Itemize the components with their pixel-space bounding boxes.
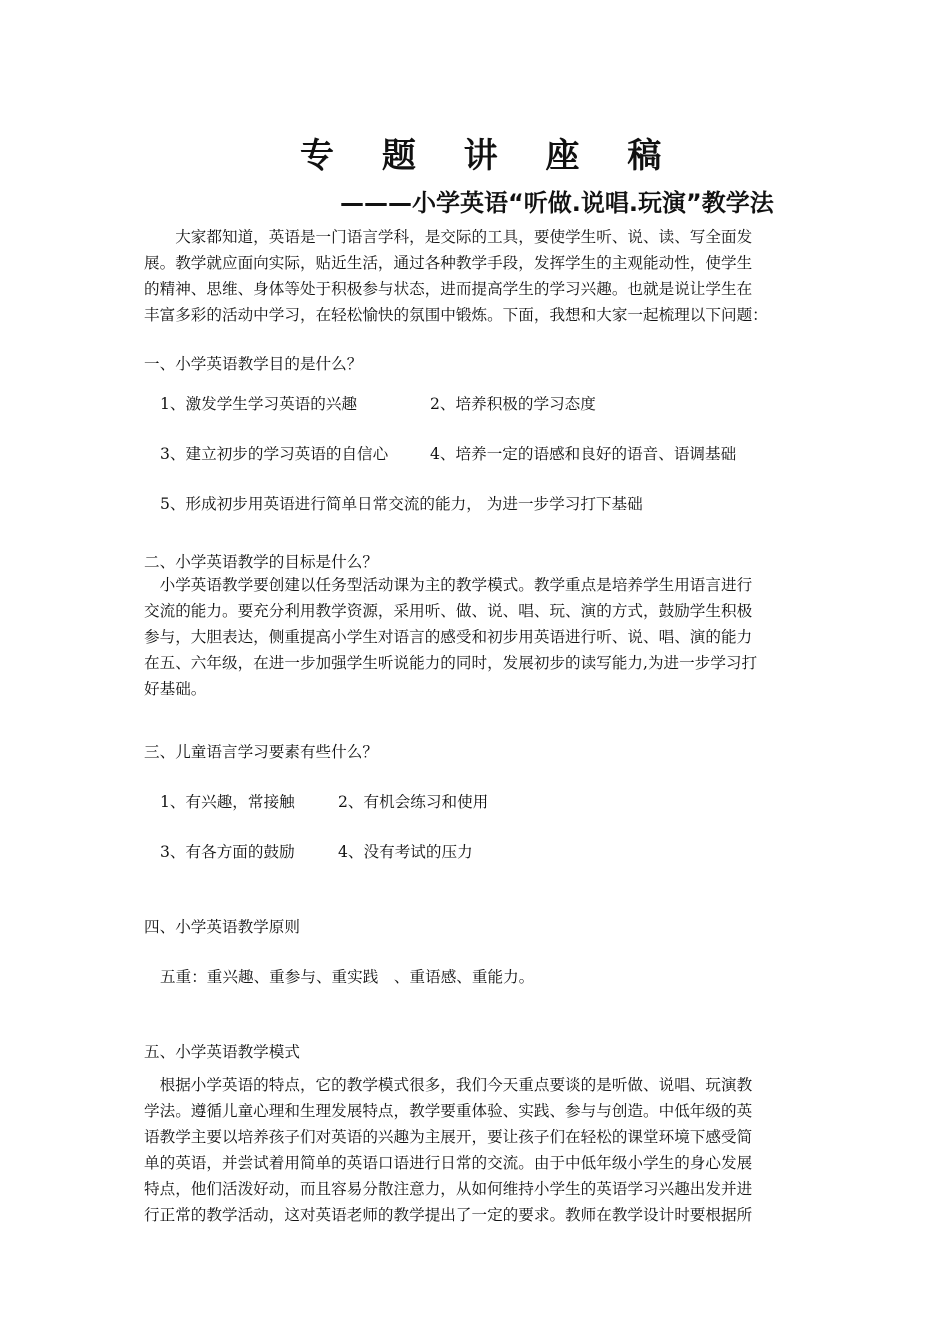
factor-item-3: 3、有各方面的鼓励 [160, 843, 295, 861]
factor-item-1: 1、有兴趣，常接触 [160, 793, 295, 811]
section5-line: 特点，他们活泼好动，而且容易分散注意力，从如何维持小学生的英语学习兴趣出发并进 [144, 1180, 753, 1198]
document-subtitle: ———小学英语“听做.说唱.玩演”教学法 [340, 189, 774, 217]
goal-item-4: 4、培养一定的语感和良好的语音、语调基础 [430, 445, 737, 463]
goal-item-1: 1、激发学生学习英语的兴趣 [160, 395, 358, 413]
principle-text: 五重：重兴趣、重参与、重实践 、重语感、重能力。 [160, 968, 535, 986]
section5-line: 学法。遵循儿童心理和生理发展特点，教学要重体验、实践、参与与创造。中低年级的英 [144, 1102, 753, 1120]
factor-item-2: 2、有机会练习和使用 [338, 793, 489, 811]
section-heading-3: 三、儿童语言学习要素有些什么？ [144, 743, 378, 761]
goal-item-2: 2、培养积极的学习态度 [430, 395, 596, 413]
section5-line: 根据小学英语的特点，它的教学模式很多，我们今天重点要谈的是听做、说唱、玩演教 [144, 1076, 753, 1094]
section2-line: 小学英语教学要创建以任务型活动课为主的教学模式。教学重点是培养学生用语言进行 [144, 576, 753, 594]
section-heading-5: 五、小学英语教学模式 [144, 1043, 300, 1061]
section2-line: 交流的能力。要充分利用教学资源，采用听、做、说、唱、玩、演的方式，鼓励学生积极 [144, 602, 753, 620]
intro-paragraph [144, 224, 806, 328]
section5-line: 语教学主要以培养孩子们对英语的兴趣为主展开，要让孩子们在轻松的课堂环境下感受简 [144, 1128, 753, 1146]
section5-paragraph [144, 1072, 806, 1228]
document-title: 专 题 讲 座 稿 [300, 136, 680, 176]
goal-item-5: 5、形成初步用英语进行简单日常交流的能力， 为进一步学习打下基础 [160, 495, 643, 513]
section-heading-4: 四、小学英语教学原则 [144, 918, 300, 936]
section-heading-1: 一、小学英语教学目的是什么？ [144, 355, 363, 373]
section-heading-2: 二、小学英语教学的目标是什么？ [144, 553, 378, 571]
section2-line: 好基础。 [144, 680, 207, 698]
intro-line: 丰富多彩的活动中学习，在轻松愉快的氛围中锻炼。下面，我想和大家一起梳理以下问题： [144, 306, 768, 324]
intro-line: 大家都知道，英语是一门语言学科，是交际的工具，要使学生听、说、读、写全面发 [144, 228, 753, 246]
section2-paragraph [144, 572, 806, 702]
section5-line: 单的英语，并尝试着用简单的英语口语进行日常的交流。由于中低年级小学生的身心发展 [144, 1154, 753, 1172]
section5-line: 行正常的教学活动，这对英语老师的教学提出了一定的要求。教师在教学设计时要根据所 [144, 1206, 753, 1224]
intro-line: 的精神、思维、身体等处于积极参与状态，进而提高学生的学习兴趣。也就是说让学生在 [144, 280, 753, 298]
intro-line: 展。教学就应面向实际，贴近生活，通过各种教学手段，发挥学生的主观能动性，使学生 [144, 254, 753, 272]
section2-line: 参与，大胆表达，侧重提高小学生对语言的感受和初步用英语进行听、说、唱、演的能力 [144, 628, 753, 646]
section2-line: 在五、六年级，在进一步加强学生听说能力的同时，发展初步的读写能力,为进一步学习打 [144, 654, 758, 672]
goal-item-3: 3、建立初步的学习英语的自信心 [160, 445, 389, 463]
factor-item-4: 4、没有考试的压力 [338, 843, 473, 861]
